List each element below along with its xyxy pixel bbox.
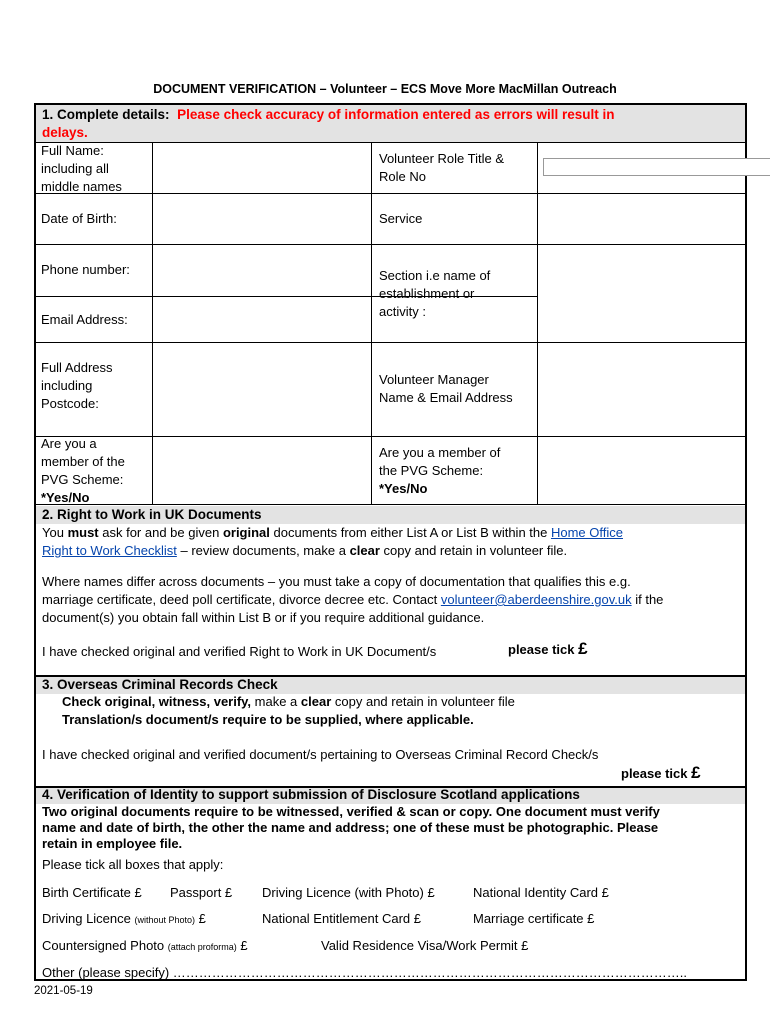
document-title: DOCUMENT VERIFICATION – Volunteer – ECS Move More MacMillan Outreach bbox=[153, 82, 617, 96]
dob-field[interactable] bbox=[153, 194, 371, 244]
passport-option[interactable]: Passport £ bbox=[170, 885, 233, 900]
right-to-work-checklist-link[interactable]: Right to Work Checklist bbox=[42, 543, 177, 558]
address-field[interactable] bbox=[153, 343, 371, 436]
national-entitlement-option[interactable]: National Entitlement Card £ bbox=[262, 911, 421, 926]
full-name-field[interactable] bbox=[153, 143, 371, 193]
section3-line1: Check original, witness, verify, make a clear copy and retain in volunteer file bbox=[62, 694, 515, 709]
section3-check-text: I have checked original and verified document/s pertaining to Overseas Criminal Record Check/s bbox=[42, 747, 599, 762]
section4-tick-all: Please tick all boxes that apply: bbox=[42, 857, 224, 872]
section1-warning-cont: delays. bbox=[42, 125, 88, 140]
driving-licence-photo-option[interactable]: Driving Licence (with Photo) £ bbox=[262, 885, 435, 900]
section2-check-text: I have checked original and verified Right to Work in UK Document/s bbox=[42, 644, 437, 659]
full-name-label: Full Name: including all middle names bbox=[41, 143, 122, 194]
dob-label: Date of Birth: bbox=[41, 211, 117, 226]
section2-paragraph1-line2: Right to Work Checklist – review documents, make a clear copy and retain in volunteer file. bbox=[42, 543, 568, 558]
section2-tick-box: £ bbox=[578, 639, 588, 658]
section4-intro-line3: retain in employee file. bbox=[42, 836, 183, 851]
section4-heading: 4. Verification of Identity to support submission of Disclosure Scotland applications bbox=[42, 787, 580, 802]
section3-tick-box: £ bbox=[691, 763, 701, 782]
section2-paragraph2-line3: document(s) you obtain fall within List B or if you require additional guidance. bbox=[42, 610, 485, 625]
residence-visa-option[interactable]: Valid Residence Visa/Work Permit £ bbox=[321, 938, 529, 953]
email-label: Email Address: bbox=[41, 312, 128, 327]
section2-heading: 2. Right to Work in UK Documents bbox=[42, 507, 262, 522]
section2-paragraph2-line2: marriage certificate, deed poll certificate, divorce decree etc. Contact volunteer@aberdeenshire.gov.uk if the bbox=[42, 592, 664, 607]
section3-line2: Translation/s document/s require to be supplied, where applicable. bbox=[62, 712, 474, 727]
phone-field[interactable] bbox=[153, 245, 371, 296]
section1-heading: 1. Complete details: Please check accuracy of information entered as errors will result in bbox=[42, 107, 615, 122]
section4-intro-line2: name and date of birth, the other the name and address; one of these must be photographic. Please bbox=[42, 820, 659, 835]
pvg-label-left: Are you a member of the PVG Scheme: *Yes/No bbox=[41, 436, 125, 505]
marriage-certificate-option[interactable]: Marriage certificate £ bbox=[473, 911, 595, 926]
section2-paragraph1-line1: You must ask for and be given original documents from either List A or List B within the Home Office bbox=[42, 525, 623, 540]
footer-date: 2021-05-19 bbox=[34, 985, 93, 997]
address-label: Full Address including Postcode: bbox=[41, 360, 113, 411]
section4-intro-line1: Two original documents require to be witnessed, verified & scan or copy. One document must verify bbox=[42, 804, 660, 819]
manager-field[interactable] bbox=[538, 343, 745, 436]
section3-please-tick[interactable]: please tick £ bbox=[621, 763, 701, 782]
section-name-field[interactable] bbox=[538, 245, 745, 342]
role-title-field[interactable] bbox=[543, 158, 770, 176]
pvg-field-left[interactable] bbox=[153, 437, 371, 504]
pvg-field-right[interactable] bbox=[538, 437, 745, 504]
role-title-label: Volunteer Role Title & Role No bbox=[379, 151, 505, 184]
section2-please-tick[interactable]: please tick £ bbox=[508, 639, 588, 658]
section2-paragraph2-line1: Where names differ across documents – you must take a copy of documentation that qualifies this e.g. bbox=[42, 574, 631, 589]
pvg-label-right: Are you a member of the PVG Scheme: *Yes/No bbox=[379, 445, 501, 496]
service-field[interactable] bbox=[538, 194, 745, 244]
section3-heading: 3. Overseas Criminal Records Check bbox=[42, 677, 278, 692]
phone-label: Phone number: bbox=[41, 262, 130, 277]
home-office-link[interactable]: Home Office bbox=[550, 525, 623, 540]
driving-licence-no-photo-option[interactable]: Driving Licence (without Photo) £ bbox=[42, 911, 206, 926]
volunteer-email-link[interactable]: volunteer@aberdeenshire.gov.uk bbox=[440, 592, 632, 607]
other-specify-field[interactable]: Other (please specify) ……………………………………………………………………………………………………….. bbox=[42, 965, 687, 980]
countersigned-photo-option[interactable]: Countersigned Photo (attach proforma) £ bbox=[42, 938, 248, 953]
service-label: Service bbox=[379, 211, 423, 226]
email-field[interactable] bbox=[153, 297, 371, 342]
manager-label: Volunteer Manager Name & Email Address bbox=[379, 372, 513, 405]
section-name-label: Section i.e name of establishment or activity : bbox=[379, 268, 491, 319]
national-id-option[interactable]: National Identity Card £ bbox=[473, 885, 609, 900]
birth-certificate-option[interactable]: Birth Certificate £ bbox=[42, 885, 142, 900]
